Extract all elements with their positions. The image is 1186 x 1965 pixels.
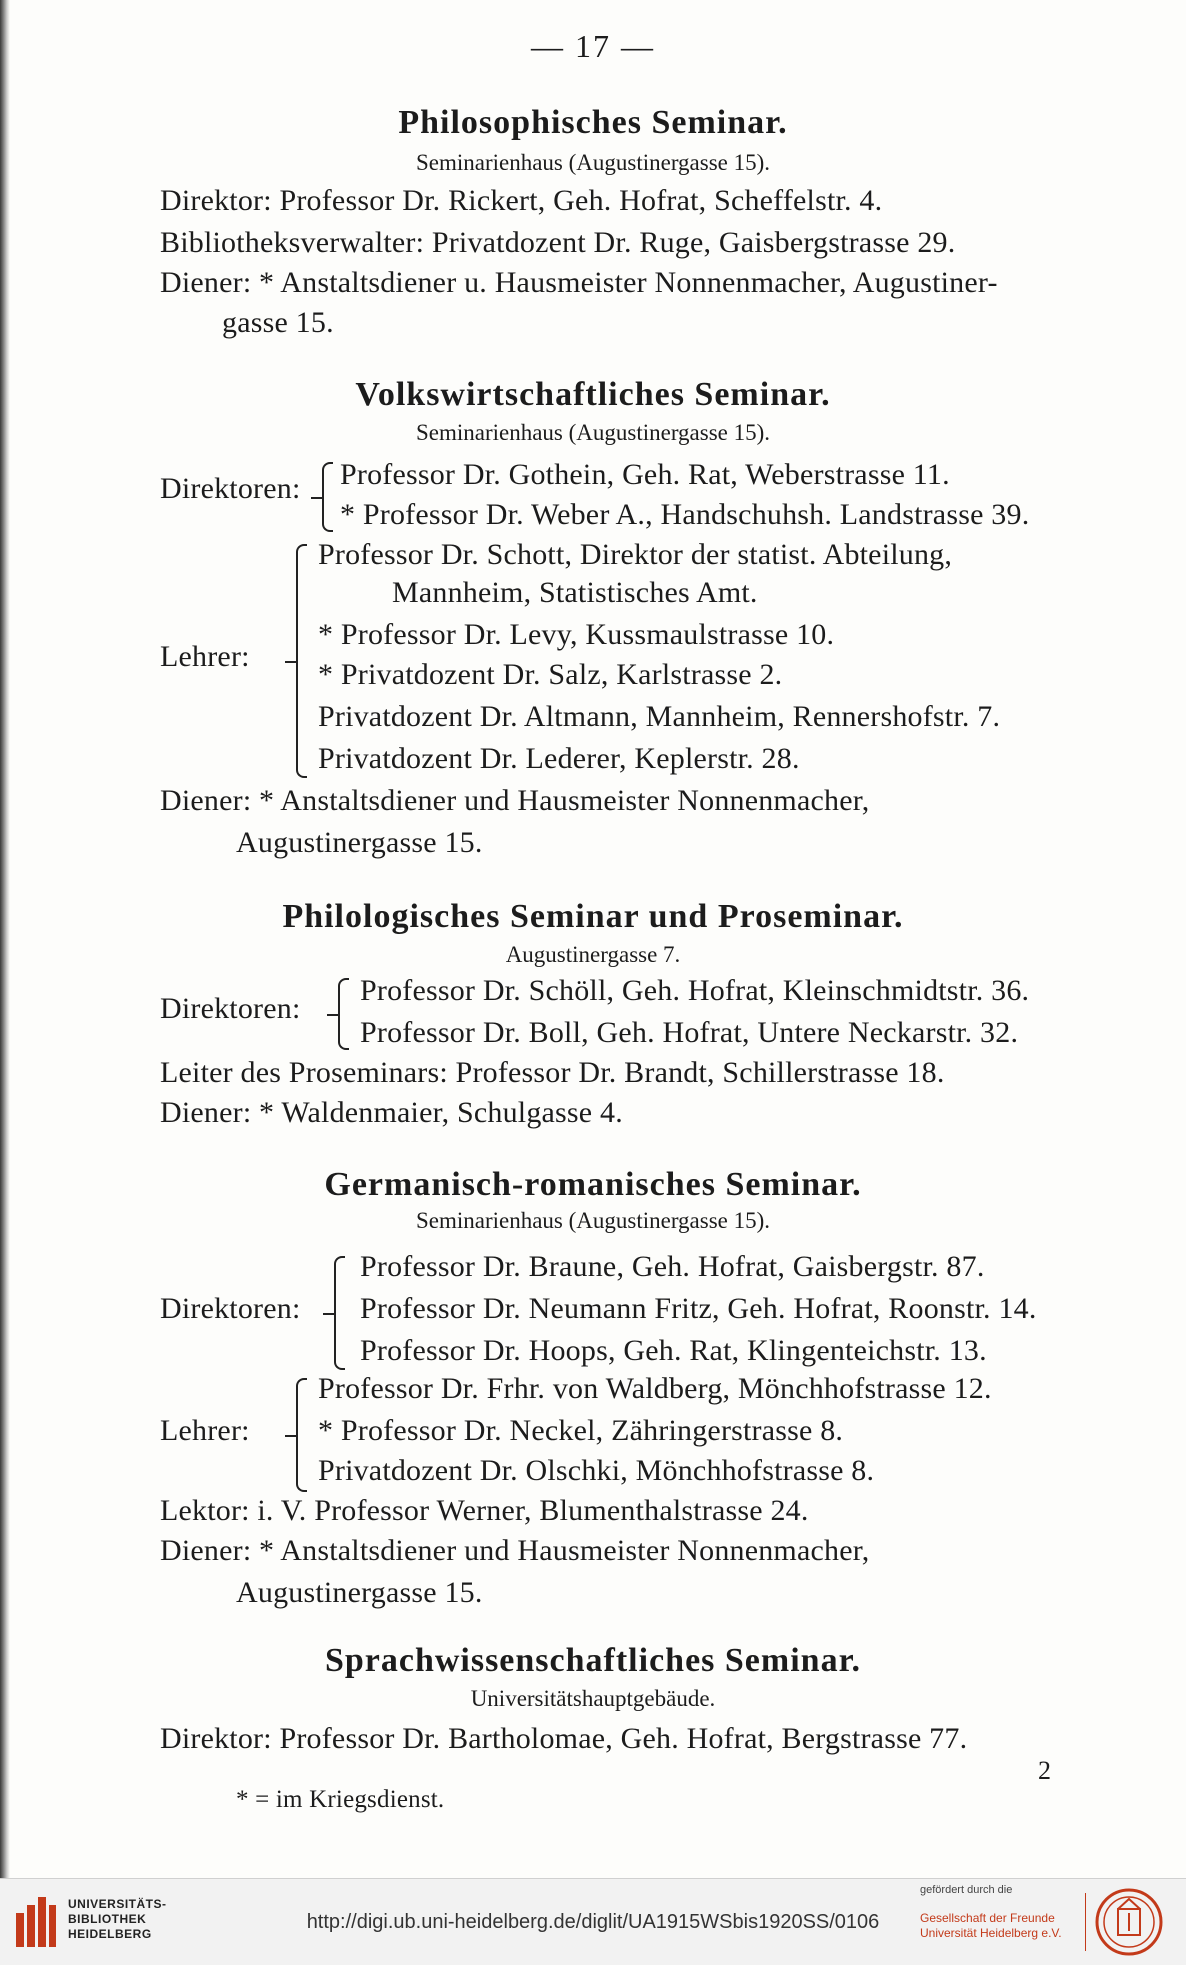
signature-mark: 2 <box>1038 1756 1051 1785</box>
direktoren-label: Direktoren: <box>160 992 301 1025</box>
entry-line: Bibliotheksverwalter: Privatdozent Dr. Ruge, Gaisbergstrasse 29. <box>160 226 956 259</box>
entry-line: Direktor: Professor Dr. Rickert, Geh. Hofrat, Scheffelstr. 4. <box>160 184 883 217</box>
university-seal-icon <box>1094 1887 1164 1957</box>
sponsor-divider <box>1085 1893 1086 1951</box>
brace <box>296 1378 307 1492</box>
entry-line: Diener: * Anstaltsdiener und Hausmeister Nonnenmacher, <box>160 1534 870 1567</box>
entry-line: Direktor: Professor Dr. Bartholomae, Geh. Hofrat, Bergstrasse 77. <box>160 1722 968 1755</box>
brace <box>322 462 333 532</box>
lehrer-label: Lehrer: <box>160 640 250 673</box>
section-title-volkswirtschaftliches: Volkswirtschaftliches Seminar. <box>355 376 831 413</box>
lehrer-entry: Privatdozent Dr. Altmann, Mannheim, Rennershofstr. 7. <box>318 700 1001 733</box>
direktor-entry: Professor Dr. Braune, Geh. Hofrat, Gaisbergstr. 87. <box>360 1250 985 1283</box>
lehrer-entry: * Professor Dr. Levy, Kussmaulstrasse 10. <box>318 618 835 651</box>
direktoren-label: Direktoren: <box>160 472 301 505</box>
sponsor-block <box>920 1883 1080 1941</box>
sponsor-org-line: Gesellschaft der Freunde <box>920 1911 1055 1925</box>
section-location: Seminarienhaus (Augustinergasse 15). <box>415 1208 771 1233</box>
direktor-entry: Professor Dr. Schöll, Geh. Hofrat, Kleinschmidtstr. 36. <box>360 974 1030 1007</box>
entry-line: Diener: * Anstaltsdiener u. Hausmeister Nonnenmacher, Augustiner- <box>160 266 998 299</box>
section-title-philosophisches: Philosophisches Seminar. <box>398 104 788 141</box>
direktor-entry: Professor Dr. Gothein, Geh. Rat, Weberstrasse 11. <box>340 458 950 491</box>
page-number: — 17 — <box>531 28 655 64</box>
section-title-sprachwissenschaftliches: Sprachwissenschaftliches Seminar. <box>324 1642 862 1679</box>
brace <box>296 544 307 778</box>
library-name-line: HEIDELBERG <box>68 1927 152 1941</box>
lehrer-entry: Privatdozent Dr. Lederer, Keplerstr. 28. <box>318 742 800 775</box>
direktor-entry: * Professor Dr. Weber A., Handschuhsh. Landstrasse 39. <box>340 498 1030 531</box>
footnote: * = im Kriegsdienst. <box>236 1786 445 1813</box>
section-location: Augustinergasse 7. <box>505 942 681 967</box>
digitization-footer <box>0 1878 1186 1965</box>
source-url[interactable]: http://digi.ub.uni-heidelberg.de/diglit/UA1915WSbis1920SS/0106 <box>306 1911 880 1933</box>
direktor-entry: Professor Dr. Boll, Geh. Hofrat, Untere Neckarstr. 32. <box>360 1016 1019 1049</box>
library-name-line: BIBLIOTHEK <box>68 1912 147 1926</box>
direktoren-label: Direktoren: <box>160 1292 301 1325</box>
lehrer-entry: Professor Dr. Frhr. von Waldberg, Mönchhofstrasse 12. <box>318 1372 992 1405</box>
library-name-line: UNIVERSITÄTS- <box>68 1897 167 1911</box>
entry-line: gasse 15. <box>222 306 334 339</box>
entry-line: Leiter des Proseminars: Professor Dr. Brandt, Schillerstrasse 18. <box>160 1056 945 1089</box>
direktor-entry: Professor Dr. Hoops, Geh. Rat, Klingenteichstr. 13. <box>360 1334 987 1367</box>
section-location: Seminarienhaus (Augustinergasse 15). <box>415 150 771 175</box>
entry-line: Diener: * Waldenmaier, Schulgasse 4. <box>160 1096 623 1129</box>
section-title-philologisches: Philologisches Seminar und Proseminar. <box>282 898 904 935</box>
brace <box>338 978 349 1050</box>
diener-line: Diener: * Anstaltsdiener und Hausmeister Nonnenmacher, <box>160 784 870 817</box>
lehrer-entry: Mannheim, Statistisches Amt. <box>392 576 758 609</box>
lehrer-entry: * Professor Dr. Neckel, Zähringerstrasse 8. <box>318 1414 844 1447</box>
lehrer-entry: Privatdozent Dr. Olschki, Mönchhofstrasse 8. <box>318 1454 875 1487</box>
entry-line: Augustinergasse 15. <box>236 1576 483 1609</box>
lehrer-label: Lehrer: <box>160 1414 250 1447</box>
section-location: Seminarienhaus (Augustinergasse 15). <box>415 420 771 445</box>
lehrer-entry: * Privatdozent Dr. Salz, Karlstrasse 2. <box>318 658 783 691</box>
brace <box>334 1256 345 1370</box>
sponsor-org-line: Universität Heidelberg e.V. <box>920 1926 1062 1940</box>
direktor-entry: Professor Dr. Neumann Fritz, Geh. Hofrat, Roonstr. 14. <box>360 1292 1037 1325</box>
section-title-germanisch-romanisches: Germanisch-romanisches Seminar. <box>324 1166 862 1203</box>
section-location: Universitätshauptgebäude. <box>470 1686 716 1711</box>
entry-line: Lektor: i. V. Professor Werner, Blumenthalstrasse 24. <box>160 1494 809 1527</box>
diener-line: Augustinergasse 15. <box>236 826 483 859</box>
page-binding-edge <box>0 0 10 1878</box>
lehrer-entry: Professor Dr. Schott, Direktor der statist. Abteilung, <box>318 538 953 571</box>
sponsor-label: gefördert durch die <box>920 1884 1013 1896</box>
